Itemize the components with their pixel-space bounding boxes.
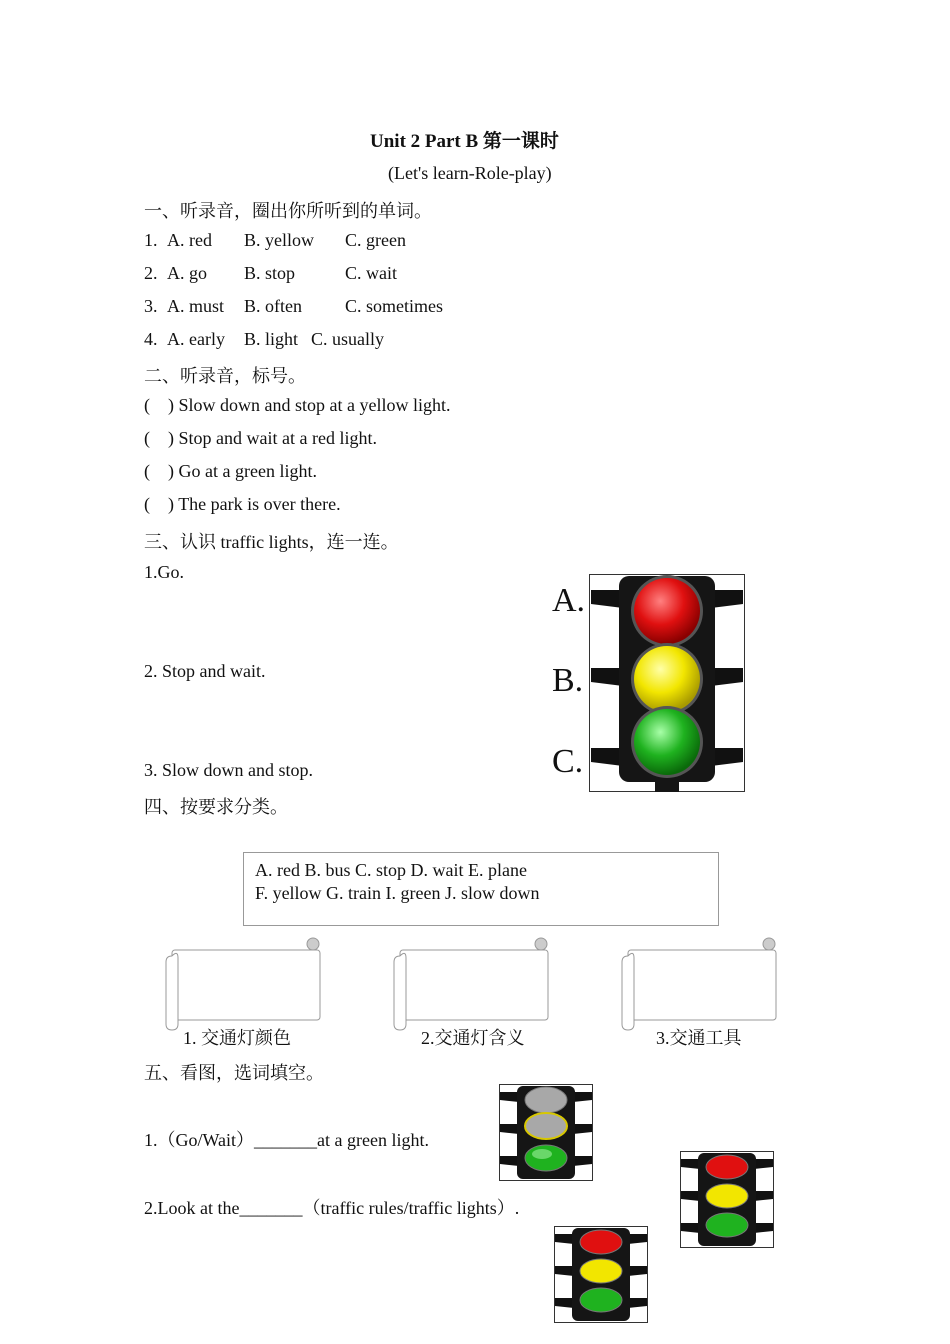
category-label: 2.交通灯含义 bbox=[421, 1028, 525, 1048]
word-bank-line: A. red B. bus C. stop D. wait E. plane bbox=[255, 860, 527, 880]
category-box-transport[interactable] bbox=[620, 936, 780, 1032]
red-lamp bbox=[634, 578, 700, 644]
option-b[interactable]: B. yellow bbox=[244, 230, 314, 250]
option-a[interactable]: A. red bbox=[167, 230, 212, 250]
answer-bracket-open[interactable]: ( bbox=[144, 395, 150, 415]
answer-bracket-close[interactable]: ) bbox=[168, 395, 174, 415]
ordering-item bbox=[144, 428, 377, 449]
ordering-text: Stop and wait at a red light. bbox=[178, 428, 377, 448]
ordering-text: The park is over there. bbox=[178, 494, 341, 514]
item-number: 1. bbox=[144, 230, 158, 250]
section5-heading: 五、看图，选词填空。 bbox=[144, 1063, 324, 1083]
traffic-light-green-icon bbox=[499, 1084, 593, 1181]
match-item-stop[interactable]: 2. Stop and wait. bbox=[144, 661, 266, 681]
answer-bracket-close[interactable]: ) bbox=[168, 428, 174, 448]
section2-heading: 二、听录音，标号。 bbox=[144, 366, 306, 386]
option-c[interactable]: C. sometimes bbox=[345, 296, 443, 316]
option-b[interactable]: B. often bbox=[244, 296, 302, 316]
section1-heading: 一、听录音，圈出你所听到的单词。 bbox=[144, 201, 432, 221]
word-bank bbox=[243, 852, 719, 926]
answer-bracket-open[interactable]: ( bbox=[144, 494, 150, 514]
section4-heading: 四、按要求分类。 bbox=[144, 797, 288, 817]
answer-bracket-close[interactable]: ) bbox=[168, 494, 174, 514]
answer-bracket-close[interactable]: ) bbox=[168, 461, 174, 481]
ordering-item bbox=[144, 395, 450, 416]
ordering-item bbox=[144, 461, 317, 482]
answer-bracket-open[interactable]: ( bbox=[144, 461, 150, 481]
option-c[interactable]: C. wait bbox=[345, 263, 397, 283]
green-lamp bbox=[634, 709, 700, 775]
fill-question-2[interactable]: 2.Look at the_______（traffic rules/traffic lights）. bbox=[144, 1198, 520, 1218]
page-subtitle: (Let's learn-Role-play) bbox=[388, 163, 552, 183]
option-c[interactable]: C. usually bbox=[311, 329, 385, 349]
ordering-text: Slow down and stop at a yellow light. bbox=[178, 395, 451, 415]
option-a[interactable]: A. must bbox=[167, 296, 225, 316]
answer-bracket-open[interactable]: ( bbox=[144, 428, 150, 448]
traffic-light-full-icon bbox=[554, 1226, 648, 1323]
fill-question-1[interactable]: 1.（Go/Wait）_______at a green light. bbox=[144, 1130, 429, 1150]
option-b[interactable]: B. light bbox=[244, 329, 299, 349]
category-label: 1. 交通灯颜色 bbox=[183, 1028, 291, 1048]
match-letter-b[interactable]: B. bbox=[552, 662, 584, 699]
category-box-colors[interactable] bbox=[164, 936, 324, 1032]
match-item-slow[interactable]: 3. Slow down and stop. bbox=[144, 760, 314, 780]
section3-heading: 三、认识 traffic lights，连一连。 bbox=[144, 532, 399, 552]
word-bank-line: F. yellow G. train I. green J. slow down bbox=[255, 883, 540, 903]
match-letter-a[interactable]: A. bbox=[552, 582, 586, 619]
option-c[interactable]: C. green bbox=[345, 230, 406, 250]
item-number: 3. bbox=[144, 296, 158, 316]
page-title: Unit 2 Part B 第一课时 bbox=[370, 131, 559, 152]
item-number: 2. bbox=[144, 263, 158, 283]
option-a[interactable]: A. early bbox=[167, 329, 225, 349]
option-a[interactable]: A. go bbox=[167, 263, 207, 283]
traffic-light-full-icon bbox=[680, 1151, 774, 1248]
yellow-lamp bbox=[634, 646, 700, 712]
ordering-text: Go at a green light. bbox=[178, 461, 317, 481]
match-letter-c[interactable]: C. bbox=[552, 743, 584, 780]
ordering-item bbox=[144, 494, 341, 515]
option-b[interactable]: B. stop bbox=[244, 263, 296, 283]
category-box-meanings[interactable] bbox=[392, 936, 552, 1032]
match-item-go[interactable]: 1.Go. bbox=[144, 562, 184, 582]
item-number: 4. bbox=[144, 329, 158, 349]
category-label: 3.交通工具 bbox=[656, 1028, 742, 1048]
traffic-light-icon bbox=[589, 574, 745, 792]
